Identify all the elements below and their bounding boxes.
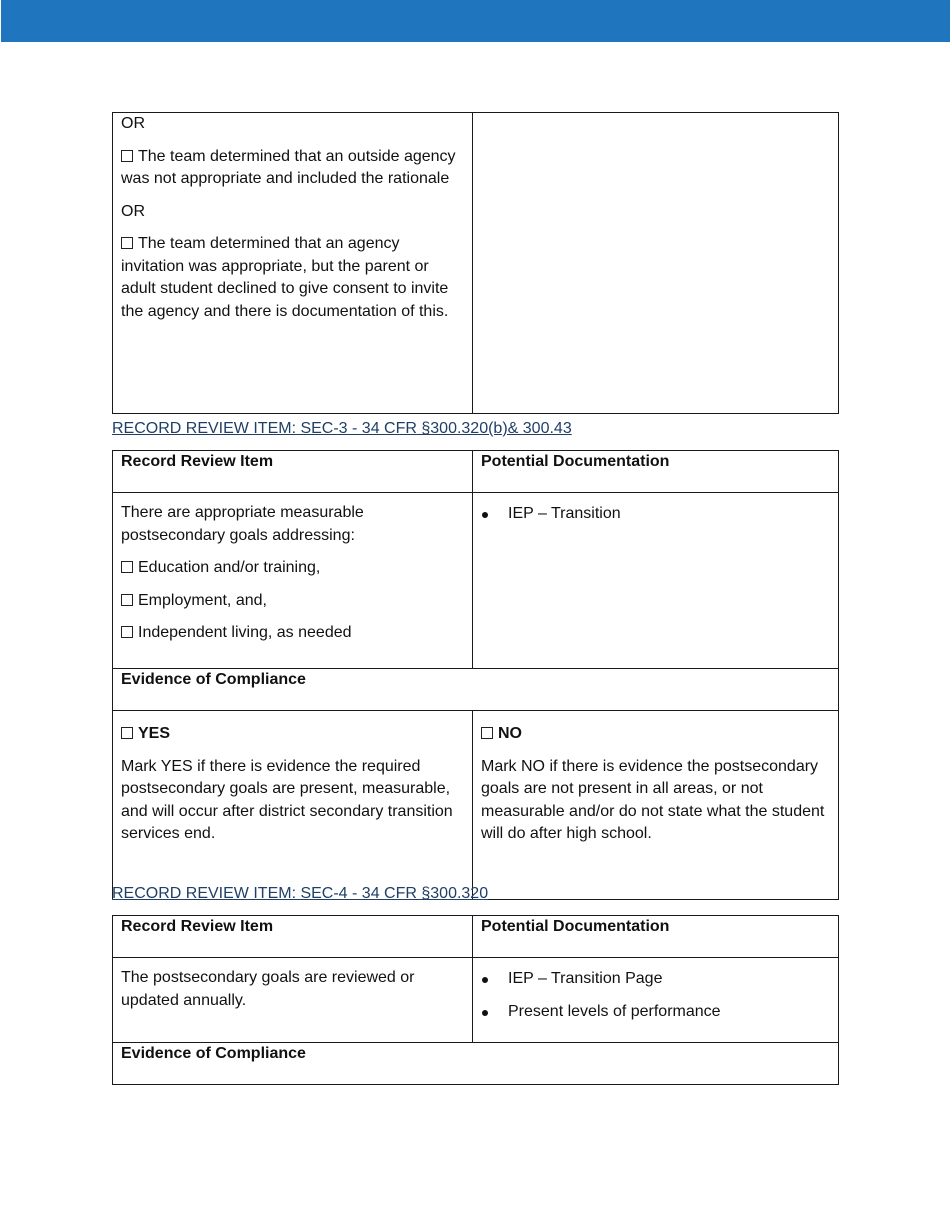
sec4-table [112,915,839,1085]
header-bar [1,0,950,42]
check-label: Education and/or training, [138,559,321,576]
yes-checkbox[interactable] [121,727,133,739]
documentation-item: IEP – Transition Page [481,968,830,991]
sec4-item-text: The postsecondary goals are reviewed or updated annually. [121,969,415,1009]
checkbox[interactable] [121,237,133,249]
sec3-table [112,450,839,900]
or-label: OR [121,115,145,132]
documentation-list [481,968,830,1023]
checkbox[interactable] [121,150,133,162]
check-employment [121,590,464,613]
column-header-item: Record Review Item [113,916,473,958]
sec4-documentation-cell [473,958,839,1043]
sec4-item-cell [113,958,473,1043]
checkbox[interactable] [121,626,133,638]
option-agency-declined-text: The team determined that an agency invitation was appropriate, but the parent or adult student declined to give consent to invite the agency and there is documentation of this. [121,235,449,320]
or-label: OR [121,202,145,220]
yes-label: YES [138,725,171,742]
documentation-list [481,503,830,526]
sec4-link[interactable]: RECORD REVIEW ITEM: SEC-4 - 34 CFR §300.320 [112,885,489,902]
documentation-item: Present levels of performance [481,1001,830,1024]
check-independent-living [121,622,464,645]
sec3-item-text: There are appropriate measurable postsecondary goals addressing: [121,504,364,544]
column-header-documentation: Potential Documentation [473,916,839,958]
check-education [121,557,464,580]
evidence-header: Evidence of Compliance [113,1043,839,1085]
column-header-item: Record Review Item [113,451,473,493]
checkbox[interactable] [121,594,133,606]
option-outside-agency-text: The team determined that an outside agency was not appropriate and included the rationale [121,147,456,187]
option-outside-agency [121,146,464,191]
check-label: Employment, and, [138,591,267,609]
checkbox[interactable] [121,561,133,573]
yes-text: Mark YES if there is evidence the required postsecondary goals are present, measurable, and will occur after district secondary transition services end. [121,757,453,842]
yes-option [121,723,464,746]
no-option [481,723,830,746]
no-label: NO [498,725,522,742]
continuation-table [112,112,839,414]
no-checkbox[interactable] [481,727,493,739]
column-header-documentation: Potential Documentation [473,451,839,493]
check-label: Independent living, as needed [138,624,352,641]
documentation-item: IEP – Transition [481,503,830,526]
continuation-options-cell [113,113,473,414]
no-cell [473,711,839,900]
evidence-header: Evidence of Compliance [113,669,839,711]
sec3-link[interactable]: RECORD REVIEW ITEM: SEC-3 - 34 CFR §300.320(b)& 300.43 [112,420,572,437]
yes-cell [113,711,473,900]
continuation-empty-cell [473,113,839,414]
option-agency-declined [121,233,464,323]
sec3-documentation-cell [473,493,839,669]
no-text: Mark NO if there is evidence the postsecondary goals are not present in all areas, or not measurable and/or do not state what the student will do after high school. [481,757,825,842]
sec3-item-cell [113,493,473,669]
